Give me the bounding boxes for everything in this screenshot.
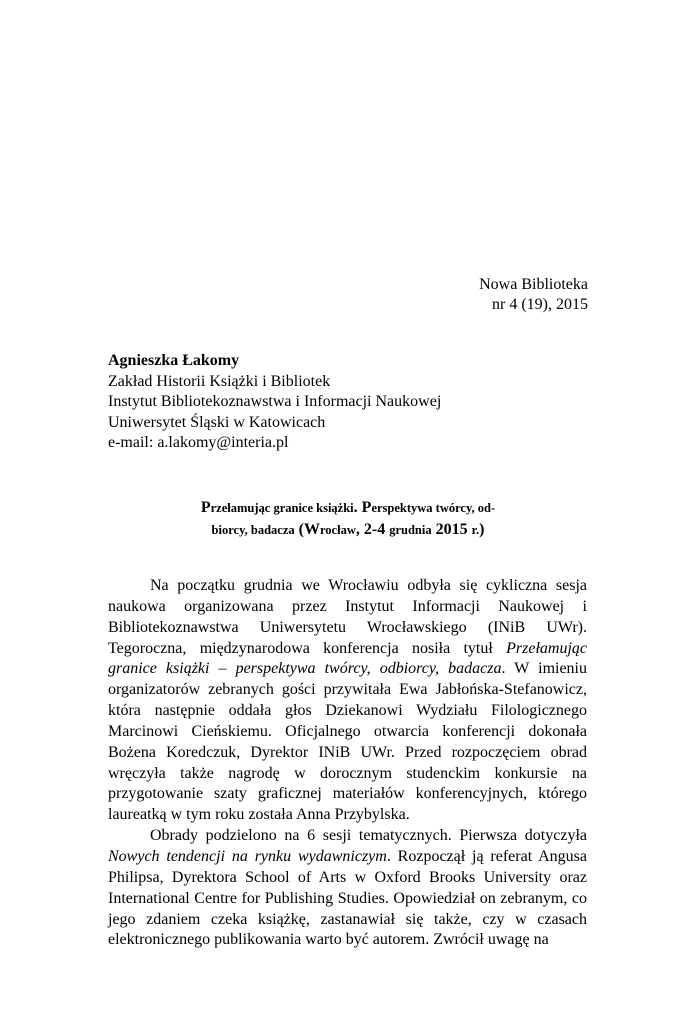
title-part: biorcy, badacza <box>211 523 295 537</box>
title-part: , 2-4 <box>355 521 390 538</box>
title-part: ) <box>479 521 485 538</box>
article-title <box>108 497 588 541</box>
title-part: P <box>361 499 372 516</box>
author-institute: Instytut Bibliotekoznawstwa i Informacji Naukowej <box>108 393 442 410</box>
author-department: Zakład Historii Książki i Bibliotek <box>108 372 331 390</box>
title-part: P <box>200 499 211 516</box>
title-part: grudnia <box>389 523 432 537</box>
title-part: 2015 <box>431 521 472 538</box>
text-run: Obrady podzielono na 6 sesji tematycznych. Pierwsza dotyczyła <box>150 827 587 845</box>
paragraph <box>108 576 587 826</box>
article-body <box>108 576 587 951</box>
title-part: r. <box>471 523 480 537</box>
title-part: erspektywa twórcy, od- <box>371 501 496 515</box>
text-run: . W imieniu organizatorów zebranych gości przywitała Ewa Jabłońska-Stefanowicz, która następnie oddała głos Dziekanowi Wydziału Filologicznego Marcinowi Cieńskiemu. Oficjalnego otwarcia konferencji dokonała Bożena Koredczuk, Dyrektor INiB UWr. Przed rozpoczęciem obrad wręczyła także nagrodę w dorocznym studenckim konkursie na przygotowanie szaty graficznej materiałów konferencyjnych, którego laureatką w tym roku została Anna Przybylska. <box>108 660 588 824</box>
author-name: Agnieszka Łakomy <box>108 352 240 369</box>
journal-name: Nowa Biblioteka <box>479 276 588 293</box>
text-run: . Rozpoczął ją referat Angusa Philipsa, Dyrektora School of Arts w Oxford Brooks University oraz International Centre for Publishing Studies. Opowiedział on zebranym, co jego zdaniem czeka książkę, zastanawiał się także, czy w czasach elektronicznego publikowania warto być autorem. Zwrócił uwagę na <box>108 847 587 949</box>
author-email: e-mail: a.lakomy@interia.pl <box>108 434 289 451</box>
italic-title: Przełamując granice książki – perspektywa twórcy, odbiorcy, badacza <box>108 639 587 678</box>
text-run: Na początku grudnia we Wrocławiu odbyła się cykliczna sesja naukowa organizowana przez Instytut Informacji Naukowej i Bibliotekoznawstwa Uniwersytetu Wrocławskiego (INiB UWr). Tegoroczna, międzynarodowa konferencja nosiła tytuł <box>108 577 587 657</box>
title-part: . <box>353 499 362 516</box>
title-part: ( <box>294 521 304 538</box>
paragraph <box>108 826 587 951</box>
author-block <box>108 351 441 454</box>
title-part: rzełamując granice książki <box>210 501 354 515</box>
journal-issue: nr 4 (19), 2015 <box>492 296 588 313</box>
title-part: W <box>303 521 320 538</box>
author-university: Uniwersytet Śląski w Katowicach <box>108 413 326 431</box>
italic-title: Nowych tendencji na rynku wydawniczym <box>108 847 387 865</box>
journal-header <box>479 275 588 315</box>
title-part: rocław <box>319 523 356 537</box>
